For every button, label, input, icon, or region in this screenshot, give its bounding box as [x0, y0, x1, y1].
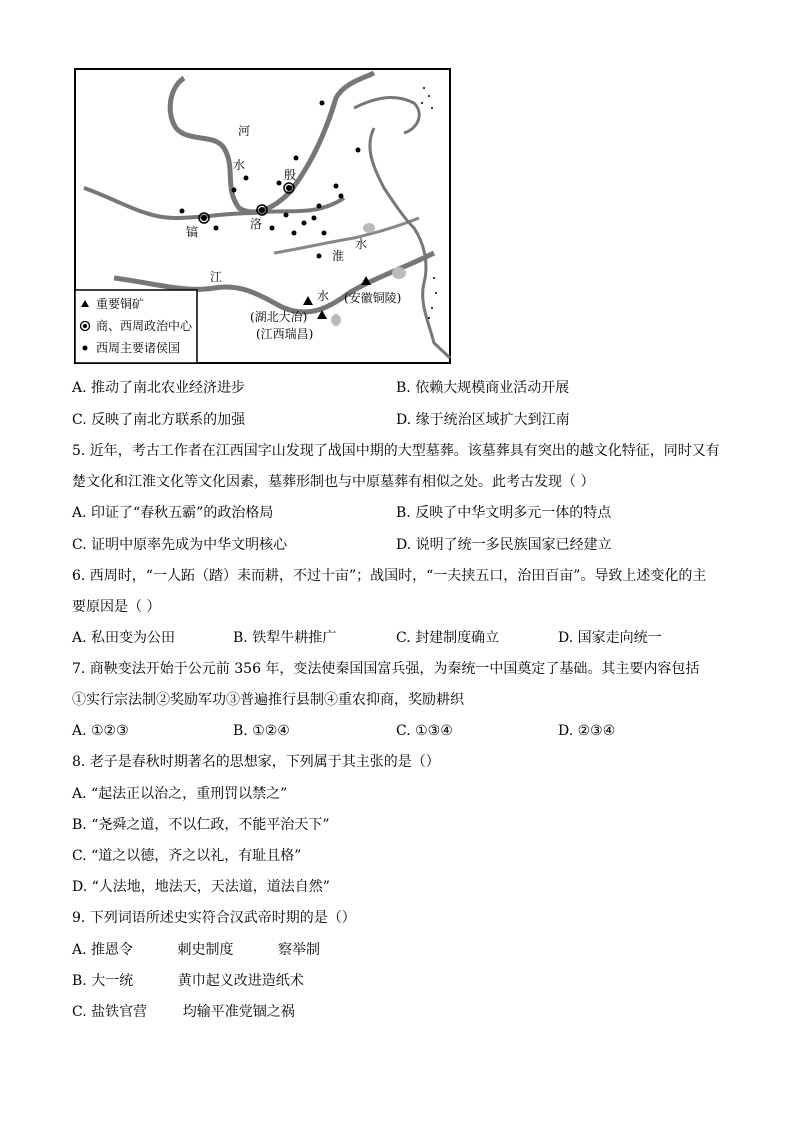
map-label-shui3: 水 [317, 289, 330, 303]
q8-option-a: A. “起法正以治之，重刑罚以禁之” [72, 786, 288, 802]
q4-option-a: A. 推动了南北农业经济进步 [72, 380, 246, 396]
map-legend [75, 290, 197, 363]
legend-center: 商、西周政治中心 [96, 319, 193, 333]
legend-vassal: 西周主要诸侯国 [96, 341, 181, 355]
map-figure [74, 68, 451, 364]
q6-stem-line1: 6. 西周时，“一人跖（踏）耒而耕，不过十亩”；战国时，“一夫挟五口，治田百亩”。导致上述变化的主 [72, 568, 707, 584]
map-label-jiangxi: (江西瑞昌) [256, 327, 314, 341]
map-label-huai: 淮 [332, 249, 345, 263]
legend-copper: 重要铜矿 [96, 297, 145, 311]
q5-option-b: B. 反映了中华文明多元一体的特点 [396, 505, 612, 521]
q4-option-d: D. 缘于统治区域扩大到江南 [396, 412, 570, 428]
map-label-hubei: (湖北大冶) [250, 310, 308, 324]
map-label-luo: 洛 [250, 217, 263, 231]
q6-option-b: B. 铁犁牛耕推广 [233, 630, 337, 646]
q8-stem: 8. 老子是春秋时期著名的思想家，下列属于其主张的是（） [72, 754, 440, 770]
q5-option-a: A. 印证了“春秋五霸”的政治格局 [72, 505, 274, 521]
q7-option-d: D. ②③④ [558, 723, 616, 739]
q9-option-c: C. 盐铁官营 均输平准党锢之祸 [72, 1004, 295, 1020]
q5-option-c: C. 证明中原率先成为中华文明核心 [72, 537, 288, 553]
q7-option-c: C. ①③④ [396, 723, 453, 739]
q8-option-c: C. “道之以德，齐之以礼，有耻且格” [72, 848, 302, 864]
q9-option-b: B. 大一统 黄巾起义改进造纸术 [72, 973, 304, 989]
map-label-anhui: (安徽铜陵) [344, 291, 402, 305]
q4-option-b: B. 依赖大规模商业活动开展 [396, 380, 570, 396]
map-label-hao: 镐 [186, 225, 199, 239]
map-label-yin: 殷 [284, 168, 297, 182]
q9-stem: 9. 下列词语所述史实符合汉武帝时期的是（） [72, 910, 356, 926]
map-label-shui2: 水 [355, 237, 368, 251]
q7-option-b: B. ①②④ [233, 723, 290, 739]
q7-stem-line1: 7. 商鞅变法开始于公元前 356 年，变法使秦国国富兵强，为秦统一中国奠定了基础。其主要内容包括 [72, 661, 700, 677]
lake [392, 267, 406, 279]
map-label-shui1: 水 [233, 158, 246, 172]
q5-stem-line2: 楚文化和江淮文化等文化因素，墓葬形制也与中原墓葬有相似之处。此考古发现（ ） [72, 474, 595, 490]
q5-stem-line1: 5. 近年，考古工作者在江西国字山发现了战国中期的大型墓葬。该墓葬具有突出的越文化特征，同时又有 [72, 443, 720, 459]
lake [331, 314, 341, 326]
q5-option-d: D. 说明了统一多民族国家已经建立 [396, 537, 612, 553]
q6-option-c: C. 封建制度确立 [396, 630, 500, 646]
q6-option-d: D. 国家走向统一 [558, 630, 662, 646]
q7-stem-line2: ①实行宗法制②奖励军功③普遍推行县制④重农抑商，奖励耕织 [72, 692, 464, 708]
q7-option-a: A. ①②③ [72, 723, 129, 739]
q4-option-c: C. 反映了南北方联系的加强 [72, 412, 246, 428]
q8-option-b: B. “尧舜之道，不以仁政，不能平治天下” [72, 817, 330, 833]
q6-option-a: A. 私田变为公田 [72, 630, 176, 646]
map-label-he: 河 [238, 124, 251, 138]
q6-stem-line2: 要原因是（ ） [72, 599, 161, 615]
map-label-jiang: 江 [210, 270, 223, 284]
q8-option-d: D. “人法地，地法天，天法道，道法自然” [72, 879, 330, 895]
q9-option-a: A. 推恩令 刺史制度 察举制 [72, 942, 321, 958]
lake [363, 223, 375, 233]
